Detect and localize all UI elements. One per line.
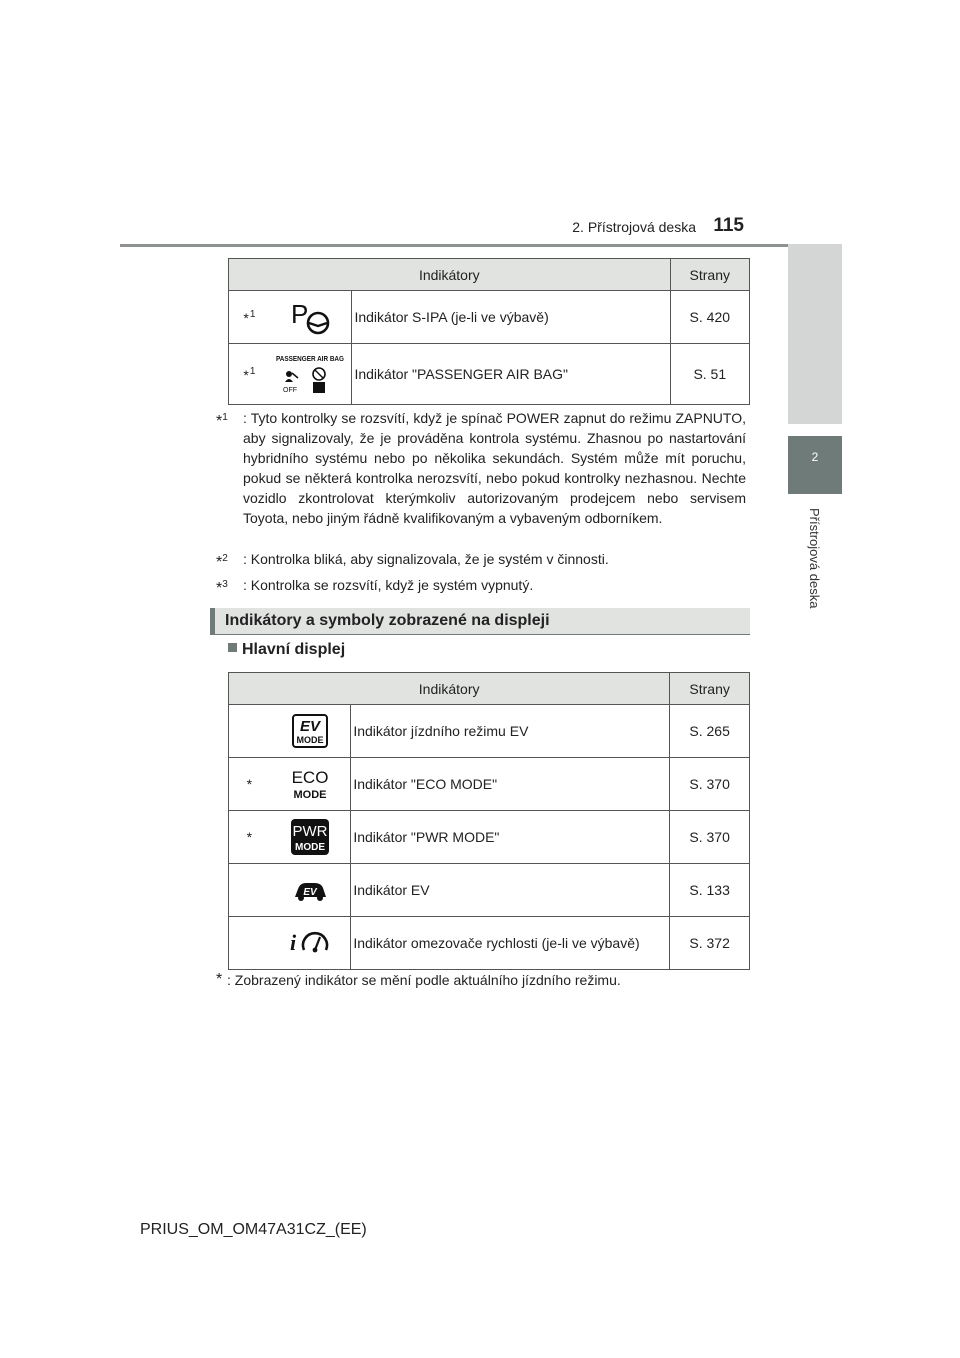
pwr-mode-icon — [270, 811, 351, 864]
indicator-name: Indikátor "PWR MODE" — [351, 811, 670, 864]
page-reference: S. 420 — [670, 291, 749, 344]
star-cell: *$^1$ — [229, 291, 270, 344]
indicator-name: Indikátor "ECO MODE" — [351, 758, 670, 811]
page-reference: S. 370 — [670, 758, 750, 811]
svg-text:MODE: MODE — [295, 842, 326, 853]
page-number: 115 — [713, 215, 744, 236]
table-header-row — [229, 673, 750, 705]
svg-text:MODE: MODE — [293, 789, 327, 801]
svg-text:EV: EV — [300, 718, 321, 735]
header-pages: Strany — [670, 673, 750, 705]
square-bullet-icon — [228, 643, 237, 652]
indicator-name: Indikátor S-IPA (je-li ve výbavě) — [352, 291, 670, 344]
svg-text:PASSENGER AIR BAG: PASSENGER AIR BAG — [275, 354, 344, 363]
header-pages: Strany — [670, 259, 749, 291]
star-cell — [229, 917, 270, 970]
footnote-3: *$^3$ : Kontrolka se rozsvítí, když je systém vypnutý. — [216, 577, 534, 597]
table-row — [229, 758, 750, 811]
table-header-row — [229, 259, 750, 291]
subheading: Hlavní displej — [228, 641, 345, 659]
svg-text:i: i — [290, 930, 297, 955]
table-row — [229, 344, 750, 405]
chapter-tab — [788, 436, 842, 494]
chapter-number: 2 — [811, 450, 819, 464]
page-reference: S. 133 — [670, 864, 750, 917]
footnote-1: *$^1$ : Tyto kontrolky se rozsvítí, když je spínač POWER zapnut do režimu ZAPNUTO, aby signalizovaly, že je prováděna kontrola systému. Zhasnou po nastartování hybridního systému nebo po několika sekundách. Systém může mít poruchu, pokud se některá kontrolka nerozsvítí, nebo pokud kontrolky nezhasnou. Nechte vozidlo zkontrolovat kterýmkoliv autorizovaným prodejcem nebo servisem Toyota, nebo jiným řádně kvalifikovaným a vybaveným odborníkem. — [216, 410, 746, 526]
document-code: PRIUS_OM_OM47A31CZ_(EE) — [140, 1221, 367, 1238]
indicator-name: Indikátor EV — [351, 864, 670, 917]
star-cell — [229, 705, 270, 758]
section-heading-accent — [210, 608, 215, 634]
indicator-name: Indikátor "PASSENGER AIR BAG" — [352, 344, 670, 405]
indicator-name: Indikátor jízdního režimu EV — [351, 705, 670, 758]
speed-limiter-icon — [270, 917, 351, 970]
table-row — [229, 917, 750, 970]
indicator-table-1 — [228, 258, 750, 405]
star-cell: *$^1$ — [229, 344, 270, 405]
star-cell: * — [229, 758, 270, 811]
section-heading: Indikátory a symboly zobrazené na displeji — [225, 612, 550, 629]
svg-text:MODE: MODE — [296, 735, 324, 745]
star-cell: * — [229, 811, 270, 864]
page-reference: S. 372 — [670, 917, 750, 970]
footnote-2: *$^2$ : Kontrolka bliká, aby signalizovala, že je systém v činnosti. — [216, 551, 609, 571]
eco-mode-icon — [270, 758, 351, 811]
table-row — [229, 291, 750, 344]
ev-mode-icon — [270, 705, 351, 758]
page-reference: S. 265 — [670, 705, 750, 758]
header-indicators: Indikátory — [229, 259, 671, 291]
star-cell — [229, 864, 270, 917]
passenger-airbag-icon — [270, 344, 352, 405]
side-tab-band — [788, 244, 842, 424]
table-row — [229, 705, 750, 758]
airbag-off-label: OFF — [282, 387, 297, 394]
indicator-table-2 — [228, 672, 750, 970]
chapter-title-vertical: Přístrojová deska — [807, 508, 822, 609]
page-reference: S. 51 — [670, 344, 749, 405]
indicator-name: Indikátor omezovače rychlosti (je-li ve výbavě) — [351, 917, 670, 970]
ev-indicator-icon — [270, 864, 351, 917]
svg-text:ECO: ECO — [291, 768, 329, 787]
page-reference: S. 370 — [670, 811, 750, 864]
svg-text:P: P — [290, 299, 308, 329]
section-title: 2. Přístrojová deska — [572, 219, 696, 235]
header-rule — [120, 244, 842, 247]
svg-text:EV: EV — [303, 887, 317, 898]
s-ipa-icon — [270, 291, 352, 344]
footnote-star: * : Zobrazený indikátor se mění podle aktuálního jízdního režimu. — [216, 971, 621, 988]
table-row — [229, 864, 750, 917]
header-indicators: Indikátory — [229, 673, 670, 705]
table-row — [229, 811, 750, 864]
svg-text:PWR: PWR — [292, 823, 328, 840]
